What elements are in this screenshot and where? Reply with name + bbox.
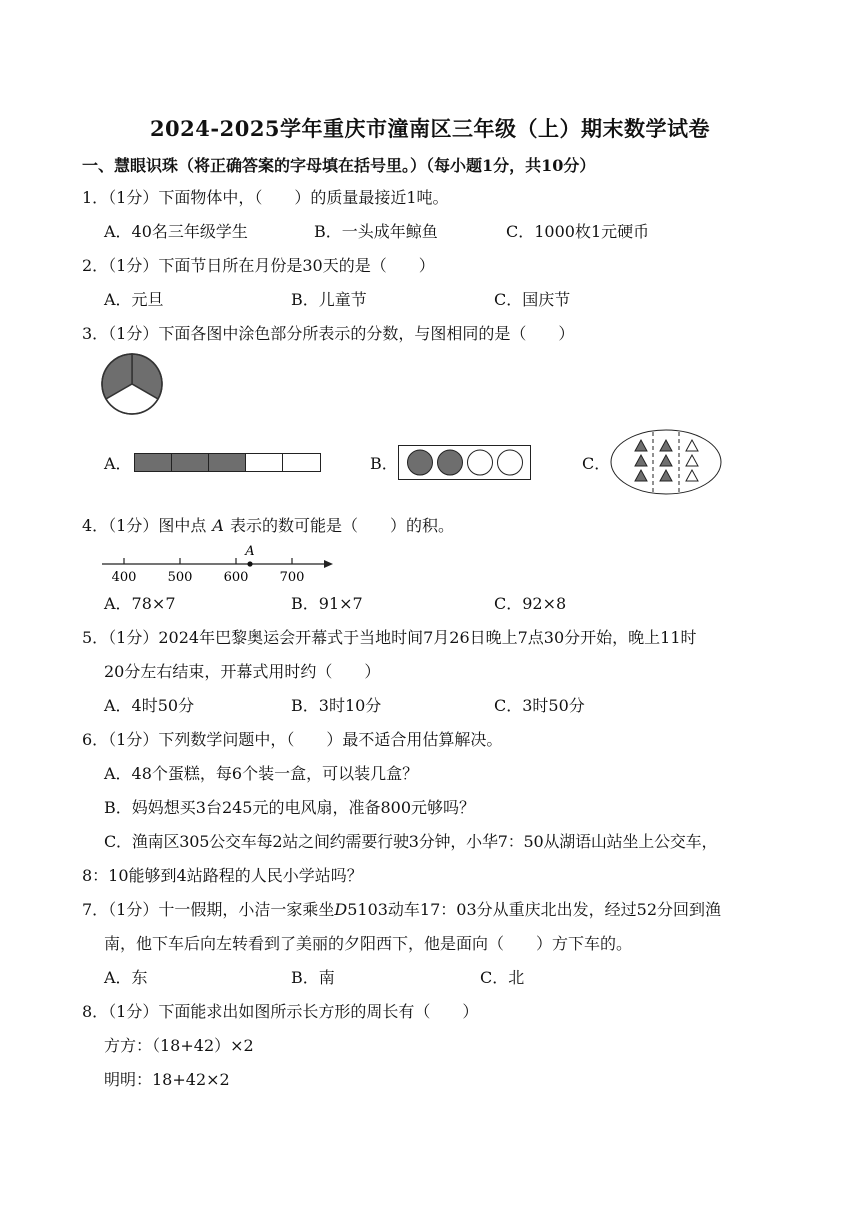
question-7-option-b: B．南 bbox=[291, 968, 335, 987]
question-4-point-label: A bbox=[212, 516, 224, 535]
question-3-option-c-label: C． bbox=[582, 454, 611, 473]
question-2-stem: 2．（1分）下面节日所在月份是30天的是（ ） bbox=[82, 256, 435, 275]
page-title: 2024-2025学年重庆市潼南区三年级（上）期末数学试卷 bbox=[149, 116, 711, 141]
number-line-tick-label: 500 bbox=[167, 570, 193, 585]
number-line-tick-label: 400 bbox=[111, 570, 137, 585]
section-heading: 一、慧眼识珠（将正确答案的字母填在括号里。）（每小题1分，共10分） bbox=[82, 156, 596, 175]
question-3-stem: 3．（1分）下面各图中涂色部分所表示的分数，与图相同的是（ ） bbox=[82, 324, 575, 343]
question-5-option-b: B．3时10分 bbox=[291, 696, 382, 715]
question-3-option-b-label: B． bbox=[370, 454, 398, 473]
question-7-option-a: A．东 bbox=[104, 968, 148, 987]
number-line-tick-label: 700 bbox=[279, 570, 305, 585]
question-1-option-b: B．一头成年鲸鱼 bbox=[314, 222, 438, 241]
question-6-option-c-line-2: 8：10能够到4站路程的人民小学站吗？ bbox=[82, 866, 363, 885]
question-1-option-c: C．1000枚1元硬币 bbox=[506, 222, 650, 241]
question-6-option-c-line-1: C．渔南区305公交车每2站之间约需要行驶3分钟，小华7：50从湖语山站坐上公交车， bbox=[104, 832, 718, 851]
question-7-line-2: 南，他下车后向左转看到了美丽的夕阳西下，他是面向（ ）方下车的。 bbox=[104, 934, 633, 953]
question-3-option-a-label: A． bbox=[104, 454, 132, 473]
question-5-option-a: A．4时50分 bbox=[104, 696, 195, 715]
question-6-stem: 6．（1分）下列数学问题中，（ ）最不适合用估算解决。 bbox=[82, 730, 503, 749]
circle-figure bbox=[100, 352, 164, 416]
question-4-stem-after: 表示的数可能是（ ）的积。 bbox=[229, 516, 454, 535]
triangles-figure bbox=[610, 429, 722, 495]
number-line-tick-label: 600 bbox=[223, 570, 249, 585]
question-4-stem bbox=[82, 515, 454, 537]
circles-figure bbox=[398, 445, 532, 481]
question-2-option-a: A．元旦 bbox=[104, 290, 164, 309]
bar-figure bbox=[134, 453, 322, 473]
question-7-option-c: C．北 bbox=[480, 968, 525, 987]
question-6-option-b: B．妈妈想买3台245元的电风扇，准备800元够吗？ bbox=[104, 798, 476, 817]
question-2-option-c: C．国庆节 bbox=[494, 290, 571, 309]
question-4-option-c: C．92×8 bbox=[494, 594, 567, 613]
number-line-point-label: A bbox=[245, 544, 255, 559]
question-5-line-1: 5．（1分）2024年巴黎奥运会开幕式于当地时间7月26日晚上7点30分开始，晚上11时 bbox=[82, 628, 697, 647]
question-7-train-letter: D bbox=[334, 900, 348, 919]
question-1-stem: 1．（1分）下面物体中，（ ）的质量最接近1吨。 bbox=[82, 188, 449, 207]
question-8-stem: 8．（1分）下面能求出如图所示长方形的周长有（ ） bbox=[82, 1002, 479, 1021]
question-4-option-a: A．78×7 bbox=[104, 594, 176, 613]
question-6-option-a: A．48个蛋糕，每6个装一盒，可以装几盒？ bbox=[104, 764, 419, 783]
question-8-mingming: 明明：18+42×2 bbox=[104, 1070, 230, 1089]
question-2-option-b: B．儿童节 bbox=[291, 290, 367, 309]
question-7-line-1 bbox=[82, 899, 721, 921]
question-4-stem-before: 4．（1分）图中点 bbox=[82, 516, 207, 535]
question-5-option-c: C．3时50分 bbox=[494, 696, 585, 715]
number-line bbox=[100, 540, 340, 586]
question-1-option-a: A．40名三年级学生 bbox=[104, 222, 248, 241]
question-8-fangfang: 方方：（18+42）×2 bbox=[104, 1036, 254, 1055]
question-4-option-b: B．91×7 bbox=[291, 594, 363, 613]
number-line-point bbox=[247, 561, 252, 566]
question-7-line-1-before: 7．（1分）十一假期，小洁一家乘坐 bbox=[82, 900, 335, 919]
number-line-arrow bbox=[324, 560, 333, 568]
question-7-line-1-after: 5103动车17：03分从重庆北出发，经过52分回到渔 bbox=[347, 900, 722, 919]
question-5-line-2: 20分左右结束，开幕式用时约（ ） bbox=[104, 662, 381, 681]
